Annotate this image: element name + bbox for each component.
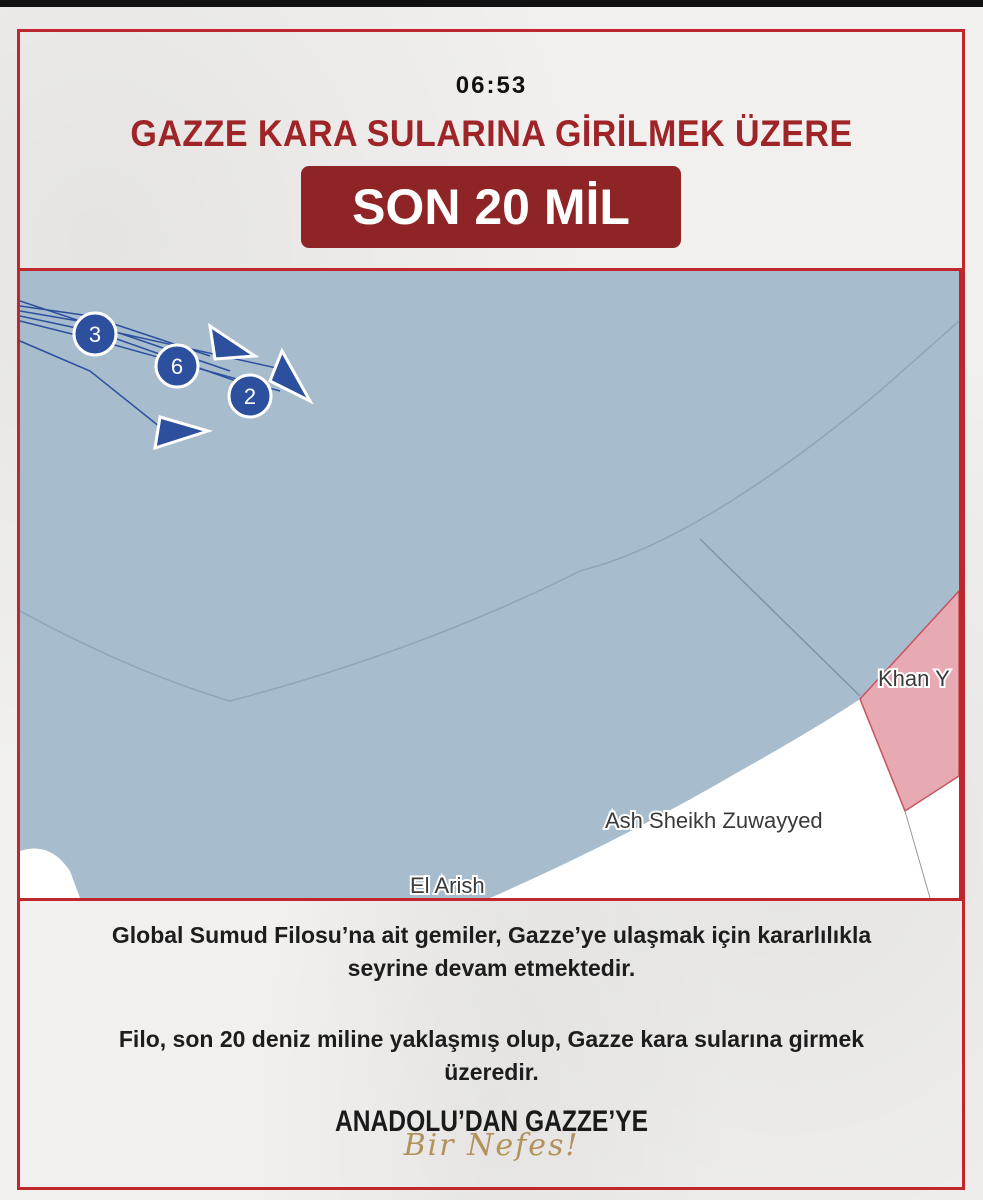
vessel-cluster-6[interactable]	[156, 345, 198, 387]
vessel-cluster-2[interactable]	[229, 375, 271, 417]
label-el-arish: El Arish	[410, 873, 485, 898]
vessel-arrow-icon[interactable]	[155, 417, 208, 448]
label-khan-yunis: Khan Y	[878, 666, 950, 691]
paragraph-1: Global Sumud Filosu’na ait gemiler, Gazze’ye ulaşmak için kararlılıkla seyrine devam etmektedir.	[111, 922, 872, 981]
coast-fragment	[20, 849, 80, 899]
brand-script: Bir Nefes!	[403, 1128, 580, 1163]
paragraph-2: Filo, son 20 deniz miline yaklaşmış olup, Gazze kara sularına girmek üzeredir.	[118, 1026, 865, 1085]
headline: GAZZE KARA SULARINA GİRİLMEK ÜZERE	[130, 113, 853, 154]
label-ash-sheikh-zuwayyed: Ash Sheikh Zuwayyed	[605, 808, 823, 833]
map-canvas	[20, 271, 959, 898]
vessel-arrow-icon[interactable]	[210, 326, 255, 359]
distance-badge: SON 20 MİL	[301, 166, 681, 248]
vessel-arrow-icon[interactable]	[270, 351, 310, 401]
time-label: 06:53	[455, 72, 528, 99]
cluster-count: 2	[243, 384, 257, 409]
cluster-count: 6	[170, 354, 184, 379]
map-panel[interactable]	[17, 268, 962, 901]
top-bar	[0, 0, 983, 7]
cluster-count: 3	[88, 322, 102, 347]
border-line	[700, 539, 860, 696]
brand-title: ANADOLU’DAN GAZZE’YE	[335, 1105, 648, 1138]
vessel-cluster-3[interactable]	[74, 313, 116, 355]
